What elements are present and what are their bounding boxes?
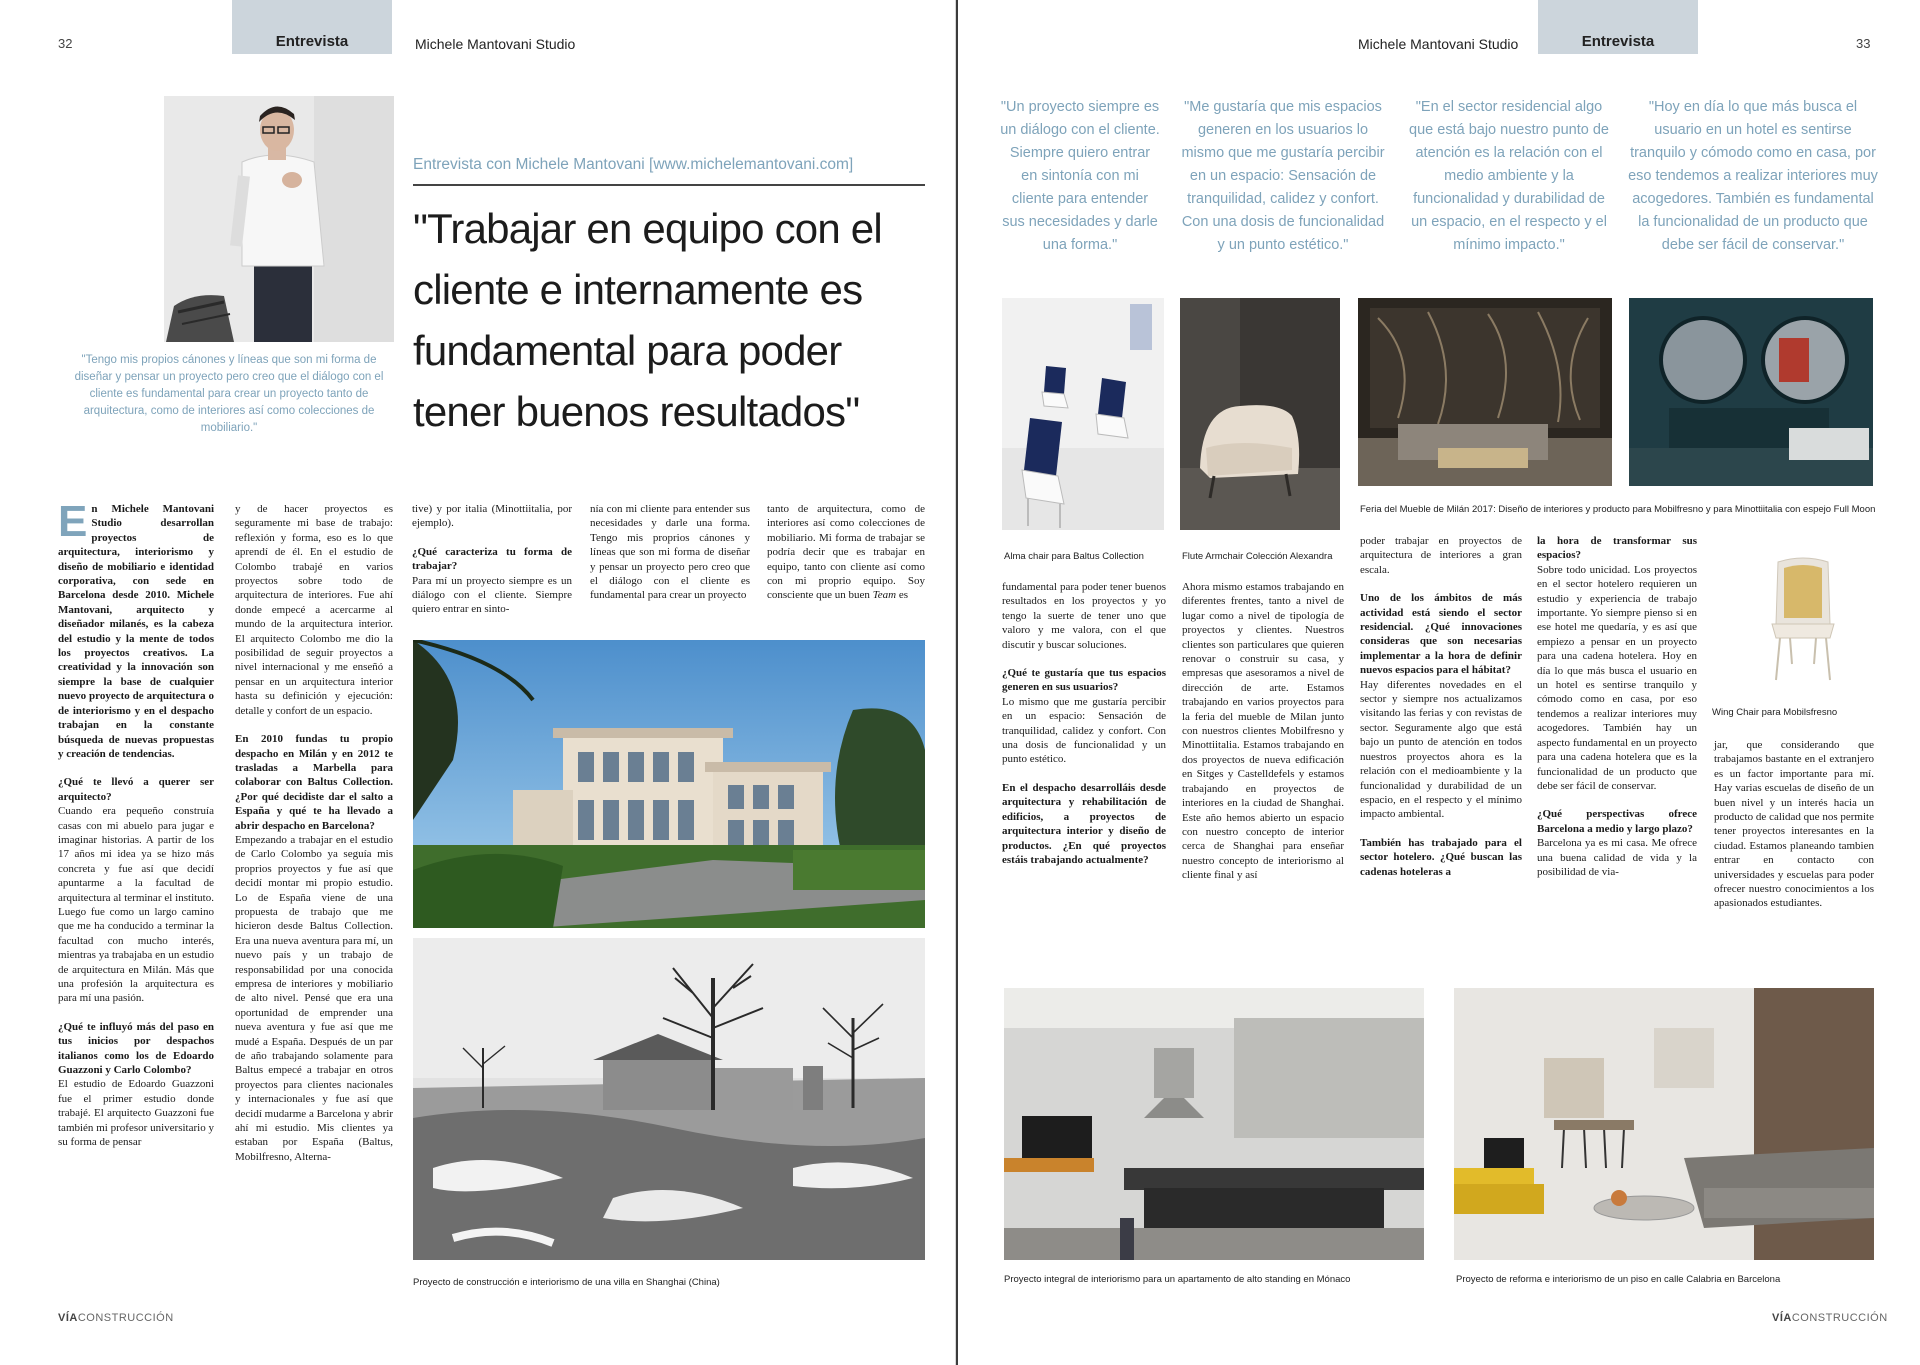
studio-name: Michele Mantovani Studio	[1358, 36, 1519, 52]
flute-caption: Flute Armchair Colección Alexandra	[1182, 551, 1333, 562]
answer: Cuando era pequeño construía casas con mi abuelo para jugar e imaginar historias. A partir de los 17 años mi idea ya se hizo más concreta y fue así que decidí apuntarme a la facultad de arquitectura al terminar el instituto. Luego fue como un largo camino que me ha conducido a terminar la facultad con mucho interés, mientras ya trabajaba en un estudio de arquitectura en Milán. Más que una profesión la arquitectura es para mí una pasión.	[58, 805, 214, 1005]
article-column-1	[58, 497, 214, 1149]
article-column-2	[235, 502, 393, 1164]
article-column-4	[590, 502, 750, 603]
studio-name: Michele Mantovani Studio	[415, 36, 576, 52]
section-tag: Entrevista	[232, 0, 392, 54]
article-column-a	[1002, 580, 1166, 867]
answer: tive) y por italia (Minottiitalia, por ejemplo).	[412, 503, 572, 530]
article-column-e	[1714, 738, 1874, 911]
pull-quote: "Hoy en día lo que más busca el usuario en un hotel es sentirse tranquilo y cómodo como en casa, por eso tendemos a realizar interiores muy acogedores. También es fundamental la funcionalidad de un producto que debe ser fácil de conservar."	[1628, 99, 1878, 253]
wing-chair-photo	[1748, 554, 1858, 686]
question: ¿Qué te gustaría que tus espacios generen en sus usuarios?	[1002, 667, 1166, 694]
kicker-rule	[413, 184, 925, 186]
monaco-caption: Proyecto integral de interiorismo para un apartamento de alto standing en Mónaco	[1004, 1274, 1351, 1285]
question: ¿Qué te llevó a querer ser arquitecto?	[58, 776, 214, 803]
left-page	[0, 0, 956, 1365]
question: En 2010 fundas tu propio despacho en Milán y en 2012 te trasladas a Marbella para colaborar con Baltus Collection. ¿Por qué decidiste dar el salto a España y qué te ha llevado a abrir despacho en Barcelona?	[235, 733, 393, 832]
answer: Empezando a trabajar en el estudio de Carlo Colombo ya seguía mis proprios proyectos y fue así que decidí montar mi propio estudio. Lo de España viene de una propuesta de trabajo que me hicieron desde Baltus Collection. Era una nueva aventura para mí, un nuevo país y un trabajo de responsabilidad por una conocida empresa de interiores y mobiliario de alto nivel. Pensé que era una oportunidad de emprender una nueva aventura y fue así que me mudé a España. Después de un par de año trabajando solamente para Baltus empecé a trabajar en otros proyectos para clientes nacionales y internacionales y fue así que decidí mudarme a Barcelona y abrir ahí mi estudio. Mis clientes ya estaban por España (Baltus, Mobilfresno, Alterna-	[235, 833, 393, 1163]
villa-caption: Proyecto de construcción e interiorismo de una villa en Shanghai (China)	[413, 1277, 720, 1288]
answer: poder trabajar en proyectos de arquitectura de interiores a gran escala.	[1360, 535, 1522, 576]
answer: y de hacer proyectos es seguramente mi base de trabajo: reflexión y forma, eso es lo que aprendí de él. En el estudio de Colombo trabajé en varios proyectos sobre todo de arquitectura de interiores. Fue ahí donde empecé a acercarme al mundo de la arquitectura interior. El arquitecto Colombo me dio la posibilidad de seguir proyectos a nivel internacional y me enseñó a pensar en un arquitectura interior hasta su definición y ejecución: detalle y confort de un espacio.	[235, 503, 393, 717]
article-column-5	[767, 502, 925, 603]
question: También has trabajado para el sector hotelero. ¿Qué buscan las cadenas hoteleras a	[1360, 836, 1522, 878]
question: ¿Qué te influyó más del paso en tus inicios por despachos italianos como los de Edoardo Guazzoni y Carlo Colombo?	[58, 1020, 214, 1077]
barcelona-caption: Proyecto de reforma e interiorismo de un piso en calle Calabria en Barcelona	[1456, 1274, 1781, 1285]
alma-chair-photo	[1002, 298, 1164, 530]
question: ¿Qué perspectivas ofrece Barcelona a medio y largo plazo?	[1537, 808, 1697, 835]
page-number: 32	[58, 36, 73, 51]
footer-logo: VÍACONSTRUCCIÓN	[1772, 1312, 1888, 1324]
footer-logo: VÍACONSTRUCCIÓN	[58, 1312, 174, 1324]
answer: Ahora mismo estamos trabajando en diferentes frentes, tanto a nivel de lugar como a nivel de tipología de proyectos y clientes. Nuestros clientes son particulares que quieren renovar o construir su casa, y empresas que asesoramos a nivel de dirección de arte. Estamos trabajando en varios proyectos para la feria del mueble de Milan junto con nuestros clientes Mobilfresno y Minottiitalia. Estamos trabajando en dos proyectos de nueva edificación en Sitges y Castelldefels y estamos trabajando en proyectos de interiores en la ciudad de Shanghai. Este año hemos abierto un espacio con nuestro concepto de interior cerca de Shanghai para enseñar nuestro concepto de interiorismo al cliente final y así	[1182, 581, 1344, 882]
answer: El estudio de Edoardo Guazzoni fue el primer estudio donde trabajé. El arquitecto Guazzoni fue también mi profesor universitario y su forma de pensar	[58, 1078, 214, 1149]
pull-quote: "En el sector residencial algo que está bajo nuestro punto de atención es la relación con el medio ambiente y la funcionalidad y durabilidad de un espacio, en el respecto y el mínimo impacto."	[1409, 99, 1609, 253]
article-column-3	[412, 502, 572, 617]
flute-armchair-photo	[1180, 298, 1340, 530]
answer: Hay diferentes novedades en el sector y siempre nos actualizamos visitando las ferias y con revistas de sector. Seguramente algo que está bajo un punto de atención en todos nuestros proyectos ahora es la relación con el medioambiente y la funcionalidad y durabilidad de un espacio, en el respecto y el mínimo impacto ambiental.	[1360, 678, 1522, 821]
answer: Sobre todo unicidad. Los proyectos en el sector hotelero requieren un estudio y experiencia de trabajo importante. Yo siempre pienso si en ese hotel me quedaría, y es así que empiezo a pensar en un proyecto para una cadena hotelera. Hoy en día lo que más busca el usuario en un hotel es sentirse tranquilo y cómodo como en casa, por eso tendemos a realizar interiores muy acogedores. También hay un aspecto fundamental en un proyecto para una cadena hotelera que es la funcionalidad de un producto que debe ser fácil de conservar.	[1537, 563, 1697, 792]
question: ¿Qué caracteriza tu forma de trabajar?	[412, 545, 572, 573]
villa-render-photo	[413, 640, 925, 928]
feria-stand-photo-1	[1358, 298, 1612, 486]
alma-caption: Alma chair para Baltus Collection	[1004, 551, 1144, 562]
headline: "Trabajar en equipo con el cliente e internamente es fundamental para poder tener buenos resultados"	[413, 205, 882, 435]
answer: fundamental para poder tener buenos resultados en los proyectos y yo tengo la suerte de tener uno que valoro y me valora, con el que discutir y buscar soluciones.	[1002, 581, 1166, 651]
pull-quote: "Me gustaría que mis espacios generen en los usuarios lo mismo que me gustaría percibir en un espacio: Sensación de tranquilidad, calidez y confort. Con una dosis de funcionalidad y un punto estético."	[1181, 99, 1385, 253]
answer: Barcelona ya es mi casa. Me ofrece una buena calidad de vida y la posibilidad de via-	[1537, 837, 1697, 878]
answer: Lo mismo que me gustaría percibir en un espacio: Sensación de tranquilidad, calidez y confort. Con una dosis de funcionalidad y un punto estético.	[1002, 695, 1166, 766]
article-column-d	[1537, 534, 1697, 879]
interview-kicker: Entrevista con Michele Mantovani [www.michelemantovani.com]	[413, 156, 854, 173]
villa-construction-photo	[413, 938, 925, 1260]
monaco-kitchen-photo	[1004, 988, 1424, 1260]
answer: jar, que considerando que trabajamos bastante en el extranjero es un factor importante para mí. Hay varias escuelas de diseño de un buen nivel y un interés hacia un producto de calidad que nos permite tener proyectos interesantes en la ciudad. Estamos planeando tambien entrar en contacto con universidades y escuelas para poder ofrecer nuestro conocimientos a los apasionados estudiantes.	[1714, 739, 1874, 910]
answer: tanto de arquitectura, como de interiores así como colecciones de mobiliario. Mi forma de trabajar se podría decir que es trabajar en equipo, tanto con cliente así como con mi proprio equipo. Soy consciente que un buen Team es	[767, 503, 925, 602]
portrait-photo	[164, 96, 394, 342]
feria-caption: Feria del Mueble de Milán 2017: Diseño de interiores y producto para Mobilfresno y para Minottiitalia con espejo Full Moon	[1360, 504, 1876, 515]
wing-caption: Wing Chair para Mobilsfresno	[1712, 707, 1838, 718]
right-page	[958, 0, 1920, 1365]
answer: nía con mi cliente para entender sus necesidades y darle una forma. Tengo mis proprios cánones y líneas que son mi forma de diseñar y pensar un proyecto pero creo que el diálogo con el cliente es fundamental para crear un proyecto	[590, 503, 750, 602]
question: Uno de los ámbitos de más actividad está siendo el sector residencial. ¿Qué innovaciones consideras que son necesarias implementar a la hora de definir nuevos espacios para el hábitat?	[1360, 592, 1522, 677]
drop-cap: E	[58, 497, 88, 546]
page-number: 33	[1856, 36, 1871, 51]
answer: Para mí un proyecto siempre es un diálogo con el cliente. Siempre quiero entrar en sinto-	[412, 574, 572, 616]
pull-quote: "Un proyecto siempre es un diálogo con el cliente. Siempre quiero entrar en sintonía con mi cliente para entender sus necesidades y darle una forma."	[1000, 99, 1160, 253]
intro-paragraph: n Michele Mantovani Studio desarrollan proyectos de arquitectura, interiorismo y diseño de mobiliario e identidad corporativa, con sede en Barcelona desde 2010. Michele Mantovani, arquitecto y diseñador milanés, es la cabeza del estudio y la mente de todos los proyectos creativos. La creatividad y la innovación son siempre la base de cualquier nuevo proyecto de arquitectura o de interiorismo y en el despacho trabajan en la constante búsqueda de nuevas propuestas y creación de tendencias.	[58, 503, 214, 760]
section-tag: Entrevista	[1538, 0, 1698, 54]
question: En el despacho desarrolláis desde arquitectura y rehabilitación de edificios, a proyectos de arquitectura interior y diseño de productos. ¿En qué proyectos estáis trabajando actualmente?	[1002, 781, 1166, 866]
feria-stand-photo-2	[1629, 298, 1873, 486]
barcelona-apartment-photo	[1454, 988, 1874, 1260]
article-column-b	[1182, 580, 1344, 883]
article-column-c	[1360, 534, 1522, 879]
question: la hora de transformar sus espacios?	[1537, 535, 1697, 562]
portrait-quote: "Tengo mis propios cánones y líneas que son mi forma de diseñar y pensar un proyecto pero creo que el diálogo con el cliente es fundamental para crear un proyecto tanto de arquitectura, como de interiores así como colecciones de mobiliario."	[74, 354, 384, 434]
